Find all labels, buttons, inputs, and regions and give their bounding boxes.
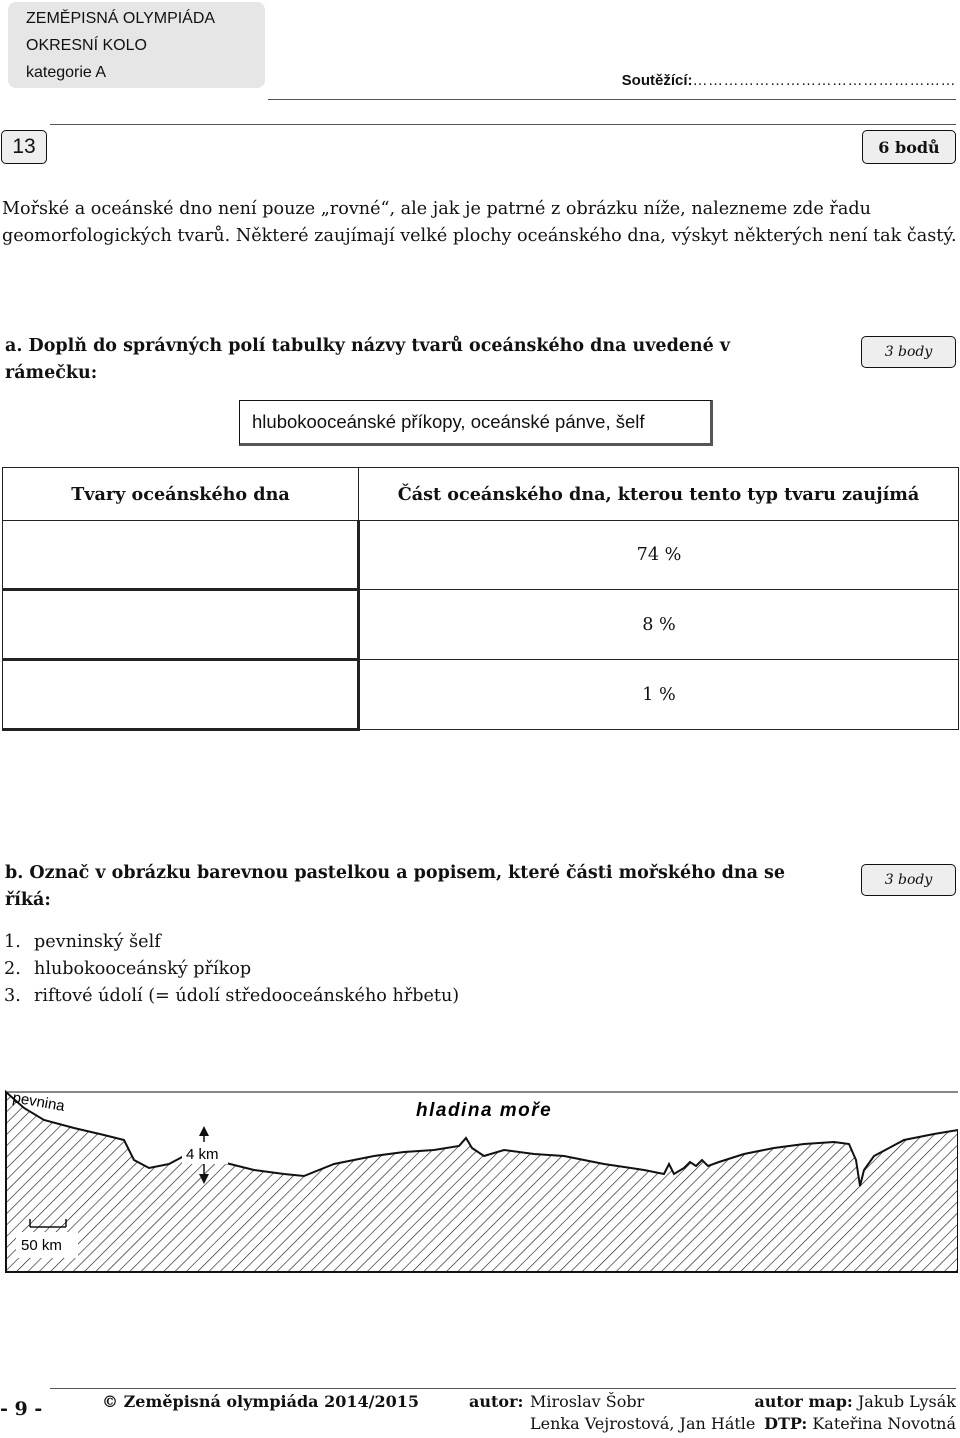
- list-item: [4, 929, 459, 956]
- competition-category: kategorie A: [26, 64, 107, 81]
- list-item-text: hlubokooceánský příkop: [34, 959, 252, 979]
- list-item: [4, 983, 459, 1010]
- footer-map-author: Jakub Lysák: [857, 1392, 956, 1411]
- competitor-field[interactable]: [622, 72, 956, 89]
- word-bank-box: hlubokooceánské příkopy, oceánské pánve, šelf: [239, 400, 713, 446]
- footer-author-line2: Lenka Vejrostová, Jan Hátle: [530, 1414, 756, 1433]
- footer-map-credit: [754, 1392, 956, 1411]
- answer-cell-2[interactable]: [3, 590, 359, 660]
- part-b-points-badge: 3 body: [861, 864, 956, 896]
- competition-title: ZEMĚPISNÁ OLYMPIÁDA: [26, 10, 216, 27]
- depth-label: 4 km: [186, 1146, 219, 1163]
- answer-table: [2, 467, 959, 731]
- task-intro: Mořské a oceánské dno není pouze „rovné“, ale jak je patrné z obrázku níže, nalezneme zde řadu geomorfologických tvarů. Některé zaujímají velké plochy oceánského dna, výskyt některých není tak častý.: [2, 199, 957, 246]
- sea-level-label: hladina moře: [416, 1100, 553, 1121]
- table-row: [3, 521, 959, 590]
- footer-dtp-credit: [764, 1414, 956, 1433]
- task-points-badge: 6 bodů: [862, 130, 956, 164]
- answer-cell-3[interactable]: [3, 660, 359, 730]
- table-row: [3, 660, 959, 730]
- answer-cell-1[interactable]: [3, 521, 359, 590]
- table-row: [3, 590, 959, 660]
- footer-copyright: © Zeměpisná olympiáda 2014/2015: [102, 1392, 420, 1411]
- competition-round: OKRESNÍ KOLO: [26, 37, 147, 54]
- part-b-instruction: b. Označ v obrázku barevnou pastelkou a popisem, které části mořského dna se říká:: [5, 863, 785, 910]
- competitor-label: Soutěžící:: [621, 72, 693, 89]
- share-cell-2: 8 %: [359, 590, 959, 660]
- table-header-row: [3, 468, 959, 521]
- scale-label: 50 km: [21, 1237, 62, 1254]
- table-header-shapes: Tvary oceánského dna: [3, 468, 359, 521]
- feature-list: [4, 929, 459, 1010]
- part-a-instruction: a. Doplň do správných polí tabulky názvy tvarů oceánského dna uvedené v rámečku:: [5, 336, 731, 383]
- footer-map-label: autor map:: [754, 1392, 853, 1411]
- part-a-points-badge: 3 body: [861, 336, 956, 368]
- competitor-blank: ……………………………………………: [692, 72, 956, 89]
- header-divider: [268, 99, 956, 100]
- competition-header: [8, 2, 265, 88]
- task-number-badge: 13: [1, 130, 47, 164]
- land-label: pevnina: [11, 1089, 67, 1116]
- list-item-number: 3.: [4, 986, 21, 1006]
- page-number: - 9 -: [0, 1398, 43, 1420]
- share-cell-1: 74 %: [359, 521, 959, 590]
- table-header-share: Část oceánského dna, kterou tento typ tvaru zaujímá: [359, 468, 959, 521]
- footer-dtp-author: Kateřina Novotná: [812, 1414, 956, 1433]
- share-cell-3: 1 %: [359, 660, 959, 730]
- list-item-number: 2.: [4, 959, 21, 979]
- list-item-number: 1.: [4, 932, 21, 952]
- footer-dtp-label: DTP:: [764, 1414, 808, 1433]
- footer-divider: [50, 1388, 956, 1389]
- task-divider: [50, 124, 956, 125]
- footer-author-line1: Miroslav Šobr: [530, 1392, 645, 1411]
- list-item-text: pevninský šelf: [34, 932, 161, 952]
- list-item: [4, 956, 459, 983]
- list-item-text: riftové údolí (= údolí středooceánského hřbetu): [34, 986, 460, 1006]
- footer-author-label: autor:: [469, 1392, 524, 1411]
- ocean-floor-profile[interactable]: [4, 1080, 958, 1280]
